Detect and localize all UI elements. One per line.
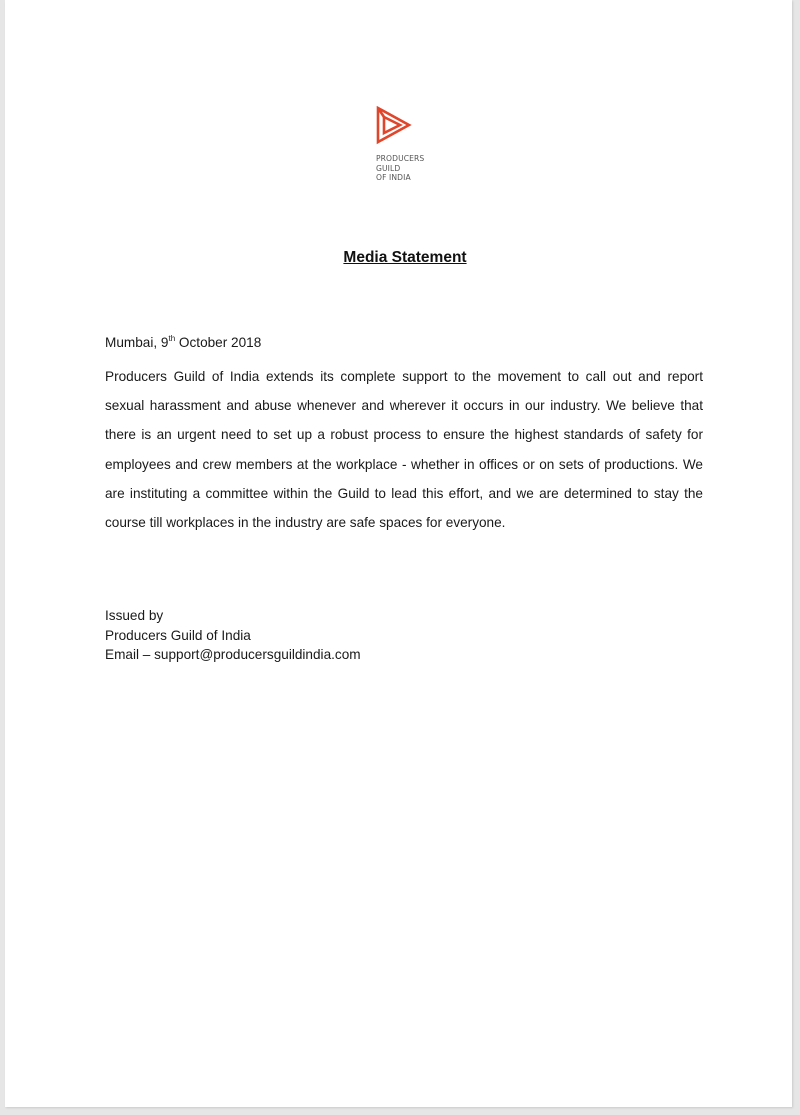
issued-by-label: Issued by bbox=[105, 608, 164, 623]
producers-guild-logo bbox=[374, 106, 444, 188]
play-triangle-logo-icon bbox=[376, 106, 412, 146]
ordinal-suffix: th bbox=[168, 334, 176, 343]
page-title: Media Statement bbox=[343, 249, 467, 266]
issuer-org: Producers Guild of India bbox=[105, 627, 251, 643]
issuer-email[interactable]: Email – support@producersguildindia.com bbox=[105, 647, 361, 662]
document-page bbox=[5, 0, 792, 1107]
issued-by-block bbox=[105, 606, 703, 665]
statement-paragraph: Producers Guild of India extends its complete support to the movement to call out and report sexual harassment and abuse whenever and wherever it occurs in our industry. We believe that there is an urgent need to set up a robust process to ensure the highest standards of safety for employees and crew members at the workplace - whether in offices or on sets of productions. We are instituting a committee within the Guild to lead this effort, and we are determined to stay the course till workplaces in the industry are safe spaces for everyone. bbox=[105, 369, 703, 531]
dateline: Mumbai, 9th October 2018 bbox=[105, 334, 262, 350]
logo-wordmark: PRODUCERS GUILD OF INDIA bbox=[376, 154, 425, 182]
